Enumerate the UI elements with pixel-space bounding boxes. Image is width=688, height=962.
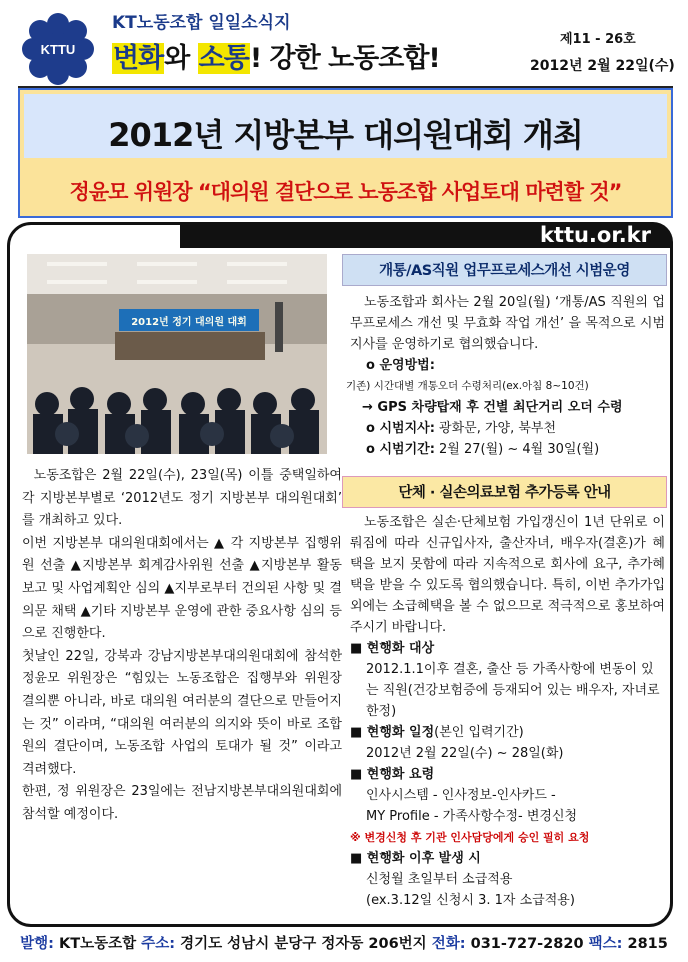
issue-date: 2012년 2월 22일(수)	[530, 58, 675, 74]
issue-number: 제11 - 26호	[560, 32, 636, 47]
section2-intro: 노동조합은 실손·단체보험 가입갱신이 1년 단위로 이뤄짐에 따라 신규입사자, 출산자녀, 배우자(결혼)가 혜택을 보지 못함에 따라 지속적으로 회사에 요구, 추가혜택을 받을 수 있도록 협의했습니다. 특히, 이번 추가가입 외에는 소급혜택을 볼 수 없으므로 적극적으로 홍보하여 주시기 바랍니다.	[350, 515, 665, 635]
svg-text:KTTU: KTTU	[40, 42, 76, 57]
kttu-logo	[18, 12, 98, 86]
site-url[interactable]: kttu.or.kr	[539, 223, 651, 247]
schedule-value: 2012년 2월 22일(수) ~ 28일(화)	[366, 746, 564, 761]
url-tab	[180, 222, 673, 248]
subtitle: 정윤모 위원장 “대의원 결단으로 노동조합 사업토대 마련할 것”	[69, 180, 622, 204]
main-article	[22, 465, 342, 827]
slogan: 변화와 소통! 강한 노동조합!	[113, 43, 440, 74]
svg-text:2012년 정기 대의원 대회: 2012년 정기 대의원 대회	[131, 317, 247, 328]
method-line-2: MY Profile - 가족사항수정- 변경신청	[366, 809, 578, 824]
schedule-item: ■ 현행화 일정(본인 입력기간)	[350, 725, 524, 740]
after-line-1: 신청월 초일부터 소급적용	[366, 872, 513, 887]
method-detail: 기존) 시간대별 개통오더 수령처리(ex.아침 8~10건)	[346, 380, 589, 392]
section1-body	[346, 292, 665, 460]
pilot-item: o 시범지사: 광화문, 가양, 북부천	[366, 421, 557, 436]
section1-title: 개통/AS직원 업무프로세스개선 시범운영	[342, 254, 667, 286]
method-change: → GPS 차량탑재 후 건별 최단거리 오더 수령	[362, 400, 623, 415]
method-line-1: 인사시스템 - 인사정보-인사카드 -	[366, 788, 556, 803]
article-paragraph-4: 한편, 정 위원장은 23일에는 전남지방본부대의원대회에 참석할 예정이다.	[22, 784, 342, 822]
page-title: 2012년 지방본부 대의원대회 개최	[108, 116, 583, 154]
event-photo	[27, 254, 327, 454]
section2-body	[350, 512, 665, 911]
warning-note: ※ 변경신청 후 기관 인사담당에게 승인 필히 요청	[350, 831, 590, 844]
method-item: o 운영방법:	[366, 358, 435, 373]
article-paragraph-2: 이번 지방본부 대의원대회에서는 ▲ 각 지방본부 집행위원 선출 ▲지방본부 회계감사위원 선출 ▲지방본부 활동보고 및 사업계획안 심의 ▲지부로부터 건의된 사항 및 결의문 채택 ▲기타 지방본부 운영에 관한 중요사항 심의 등으로 진행한다.	[22, 535, 342, 642]
period-item: o 시범기간: 2월 27(월) ~ 4월 30일(월)	[366, 442, 600, 457]
after-label: ■ 현행화 이후 발생 시	[350, 851, 481, 866]
headline-box	[18, 88, 673, 218]
method-label: ■ 현행화 요령	[350, 767, 435, 782]
target-value: 2012.1.1이후 결혼, 출산 등 가족사항에 변동이 있는 직원(건강보험증에 등재되어 있는 배우자, 자녀로 한정)	[366, 662, 660, 719]
after-line-2: (ex.3.12일 신청시 3. 1자 소급적용)	[366, 893, 575, 908]
section1-intro: 노동조합과 회사는 2월 20일(월) ‘개통/AS 직원의 업무프로세스 개선 및 무효화 작업 개선’ 을 목적으로 시범지사를 운영하기로 협의했습니다.	[350, 295, 665, 352]
article-paragraph-3: 첫날인 22일, 강북과 강남지방본부대의원대회에 참석한 정윤모 위원장은 “힘있는 노동조합은 집행부와 위원장 결의뿐 아니라, 바로 대의원 여러분의 결단으로 만들어지는 것” 이라며, “대의원 여러분의 의지와 뜻이 바로 조합원의 결단이며, 노동조합 사업의 토대가 될 것” 이라고 격려했다.	[22, 648, 342, 777]
target-label: ■ 현행화 대상	[350, 641, 435, 656]
article-paragraph-1: 노동조합은 2월 22일(수), 23일(목) 이틀 중택일하여 각 지방본부별로 ‘2012년도 정기 지방본부 대의원대회’ 를 개최하고 있다.	[22, 468, 342, 529]
section2-title: 단체 · 실손의료보험 추가등록 안내	[342, 476, 667, 508]
footer: 발행: KT노동조합 주소: 경기도 성남시 분당구 정자동 206번지 전화: 031-727-2820 팩스: 2815	[20, 936, 668, 952]
headline-panel	[24, 94, 667, 158]
org-name: KT노동조합 일일소식지	[112, 13, 291, 33]
